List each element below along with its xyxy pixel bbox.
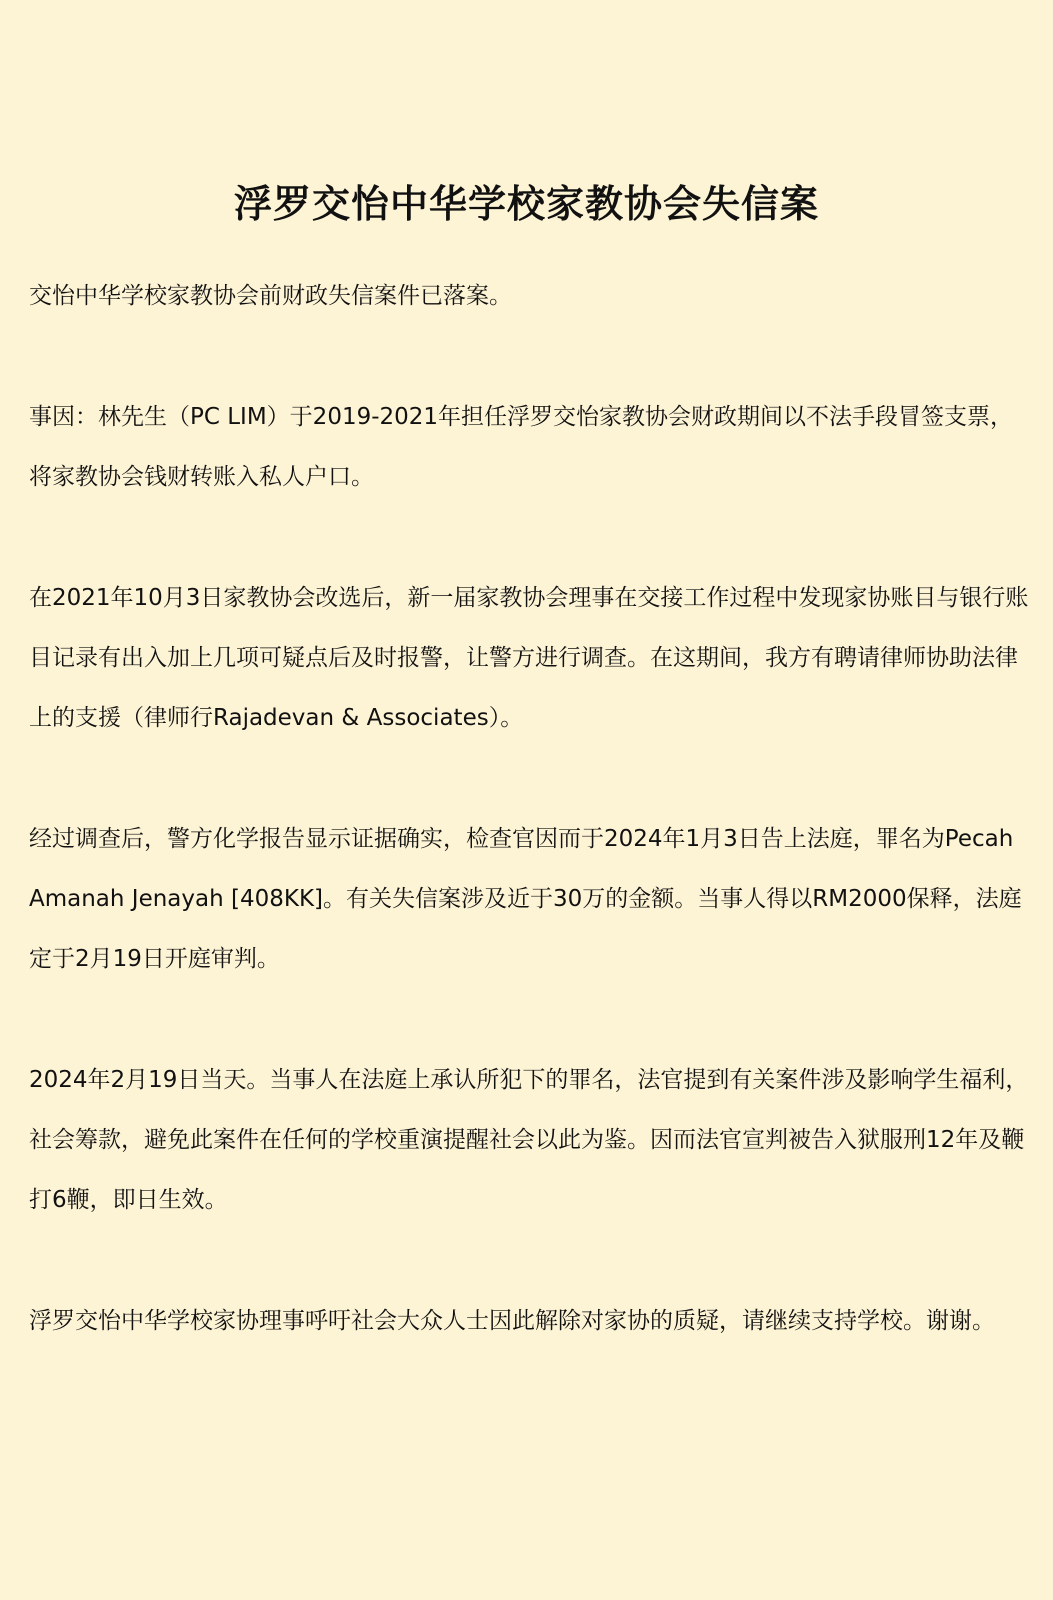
- paragraph-investigation: 经过调查后，警方化学报告显示证据确实，检查官因而于2024年1月3日告上法庭，罪名为Pecah Amanah Jenayah [408KK]。有关失信案涉及近于30万的金额。当事人得以RM2000保释，法庭定于2月19日开庭审判。: [29, 826, 1022, 972]
- paragraph-appeal: 浮罗交怡中华学校家协理事呼吁社会大众人士因此解除对家协的质疑，请继续支持学校。谢谢。: [29, 1308, 995, 1334]
- document-body: [29, 266, 1029, 1351]
- paragraph-discovery: 在2021年10月3日家教协会改选后，新一届家教协会理事在交接工作过程中发现家协账目与银行账目记录有出入加上几项可疑点后及时报警，让警方进行调查。在这期间，我方有聘请律师协助法律上的支援（律师行Rajadevan & Associates）。: [29, 585, 1029, 731]
- paragraph-verdict: 2024年2月19日当天。当事人在法庭上承认所犯下的罪名，法官提到有关案件涉及影响学生福利，社会筹款，避免此案件在任何的学校重演提醒社会以此为鉴。因而法官宣判被告入狱服刑12年及鞭打6鞭，即日生效。: [29, 1067, 1029, 1213]
- paragraph-cause: 事因：林先生（PC LIM）于2019-2021年担任浮罗交怡家教协会财政期间以不法手段冒签支票，将家教协会钱财转账入私人户口。: [29, 404, 1014, 490]
- document-title: 浮罗交怡中华学校家教协会失信案: [233, 182, 819, 226]
- paragraph-case-filed: 交怡中华学校家教协会前财政失信案件已落案。: [29, 283, 512, 309]
